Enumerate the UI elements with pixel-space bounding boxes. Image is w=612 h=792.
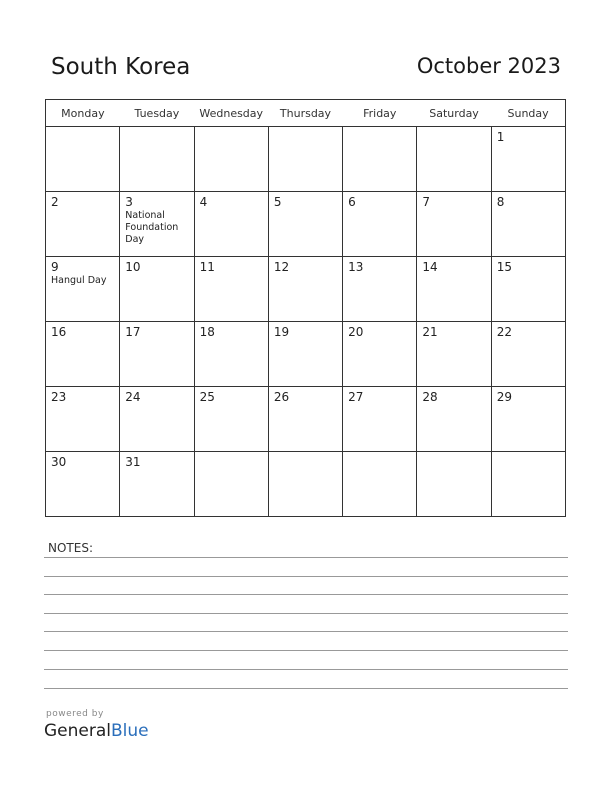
- calendar-day-cell[interactable]: [46, 452, 120, 517]
- holiday-label: Hangul Day: [51, 275, 107, 286]
- calendar-day-cell[interactable]: [343, 257, 417, 322]
- calendar-day-cell[interactable]: [46, 387, 120, 452]
- powered-by-text: powered by: [46, 709, 104, 719]
- brand-general-text: General: [44, 721, 111, 741]
- calendar-day-cell[interactable]: [343, 127, 417, 192]
- calendar-day-cell[interactable]: [417, 322, 491, 387]
- calendar-day-cell[interactable]: [417, 452, 491, 517]
- calendar-week-row: [46, 322, 566, 387]
- note-line: [44, 669, 568, 670]
- day-number: 16: [51, 325, 67, 339]
- day-number: 7: [422, 195, 431, 209]
- calendar-week-row: [46, 387, 566, 452]
- calendar-day-cell[interactable]: [343, 192, 417, 257]
- brand-blue-text: Blue: [111, 721, 149, 741]
- calendar-day-cell[interactable]: [194, 192, 268, 257]
- calendar-day-cell[interactable]: [491, 127, 565, 192]
- day-number: 19: [273, 325, 290, 339]
- calendar-day-cell[interactable]: [46, 322, 120, 387]
- calendar-day-cell[interactable]: [120, 322, 194, 387]
- calendar-day-cell[interactable]: [268, 257, 342, 322]
- brand-logo[interactable]: [44, 721, 149, 741]
- day-number: 10: [125, 260, 141, 274]
- day-number: 30: [51, 455, 67, 469]
- weekday-header: Wednesday: [194, 100, 268, 127]
- calendar-day-cell[interactable]: [491, 452, 565, 517]
- calendar-day-cell[interactable]: [491, 257, 565, 322]
- day-number: 5: [273, 195, 282, 209]
- note-line: [44, 576, 568, 577]
- day-number: 22: [496, 325, 512, 339]
- holiday-label: National Foundation Day: [125, 210, 179, 245]
- calendar-day-cell[interactable]: [491, 192, 565, 257]
- day-number: 29: [496, 390, 512, 404]
- calendar-country-title: South Korea: [51, 54, 191, 80]
- calendar-day-cell[interactable]: [343, 387, 417, 452]
- weekday-header: Thursday: [268, 100, 342, 127]
- calendar-day-cell[interactable]: [268, 322, 342, 387]
- weekday-header: Saturday: [417, 100, 491, 127]
- calendar-week-row: [46, 127, 566, 192]
- day-number: 27: [348, 390, 364, 404]
- calendar-day-cell[interactable]: [491, 387, 565, 452]
- day-number: 3: [125, 195, 133, 209]
- day-number: 23: [51, 390, 67, 404]
- day-number: 17: [125, 325, 141, 339]
- weekday-header-row: [46, 100, 566, 127]
- day-number: 8: [496, 195, 505, 209]
- calendar-day-cell[interactable]: [46, 257, 120, 322]
- note-line: [44, 650, 568, 651]
- day-number: 26: [273, 390, 290, 404]
- day-number: 13: [348, 260, 364, 274]
- day-number: 1: [496, 130, 505, 144]
- day-number: 4: [199, 195, 208, 209]
- calendar-day-cell[interactable]: [343, 452, 417, 517]
- calendar-day-cell[interactable]: [268, 127, 342, 192]
- calendar-day-cell[interactable]: [417, 257, 491, 322]
- weekday-header: Tuesday: [120, 100, 194, 127]
- note-line: [44, 594, 568, 595]
- day-number: 9: [51, 260, 59, 274]
- calendar-day-cell[interactable]: [343, 322, 417, 387]
- calendar-day-cell[interactable]: [120, 192, 194, 257]
- calendar-day-cell[interactable]: [46, 127, 120, 192]
- calendar-day-cell[interactable]: [194, 387, 268, 452]
- note-line: [44, 631, 568, 632]
- day-number: 2: [51, 195, 59, 209]
- day-number: 11: [199, 260, 215, 274]
- day-number: 12: [273, 260, 290, 274]
- day-number: 20: [348, 325, 364, 339]
- day-number: 15: [496, 260, 512, 274]
- note-line: [44, 613, 568, 614]
- calendar-day-cell[interactable]: [120, 387, 194, 452]
- calendar-day-cell[interactable]: [268, 192, 342, 257]
- note-line: [44, 557, 568, 558]
- note-line: [44, 688, 568, 689]
- calendar-month-title: October 2023: [416, 54, 561, 78]
- calendar-day-cell[interactable]: [268, 452, 342, 517]
- calendar-day-cell[interactable]: [417, 387, 491, 452]
- calendar-day-cell[interactable]: [417, 127, 491, 192]
- calendar-day-cell[interactable]: [194, 257, 268, 322]
- day-number: 21: [422, 325, 438, 339]
- day-number: 31: [125, 455, 141, 469]
- weekday-header: Sunday: [491, 100, 565, 127]
- calendar-day-cell[interactable]: [120, 452, 194, 517]
- calendar-day-cell[interactable]: [268, 387, 342, 452]
- day-number: 6: [348, 195, 356, 209]
- calendar-day-cell[interactable]: [194, 322, 268, 387]
- notes-label: NOTES:: [48, 541, 93, 555]
- day-number: 28: [422, 390, 438, 404]
- day-number: 18: [199, 325, 215, 339]
- calendar-grid: [45, 99, 566, 517]
- calendar-week-row: [46, 452, 566, 517]
- calendar-day-cell[interactable]: [120, 257, 194, 322]
- day-number: 25: [199, 390, 215, 404]
- calendar-day-cell[interactable]: [417, 192, 491, 257]
- calendar-day-cell[interactable]: [194, 127, 268, 192]
- weekday-header: Friday: [343, 100, 417, 127]
- calendar-day-cell[interactable]: [491, 322, 565, 387]
- day-number: 24: [125, 390, 141, 404]
- calendar-day-cell[interactable]: [194, 452, 268, 517]
- calendar-day-cell[interactable]: [46, 192, 120, 257]
- calendar-week-row: [46, 257, 566, 322]
- calendar-day-cell[interactable]: [120, 127, 194, 192]
- calendar-week-row: [46, 192, 566, 257]
- weekday-header: Monday: [46, 100, 120, 127]
- day-number: 14: [422, 260, 438, 274]
